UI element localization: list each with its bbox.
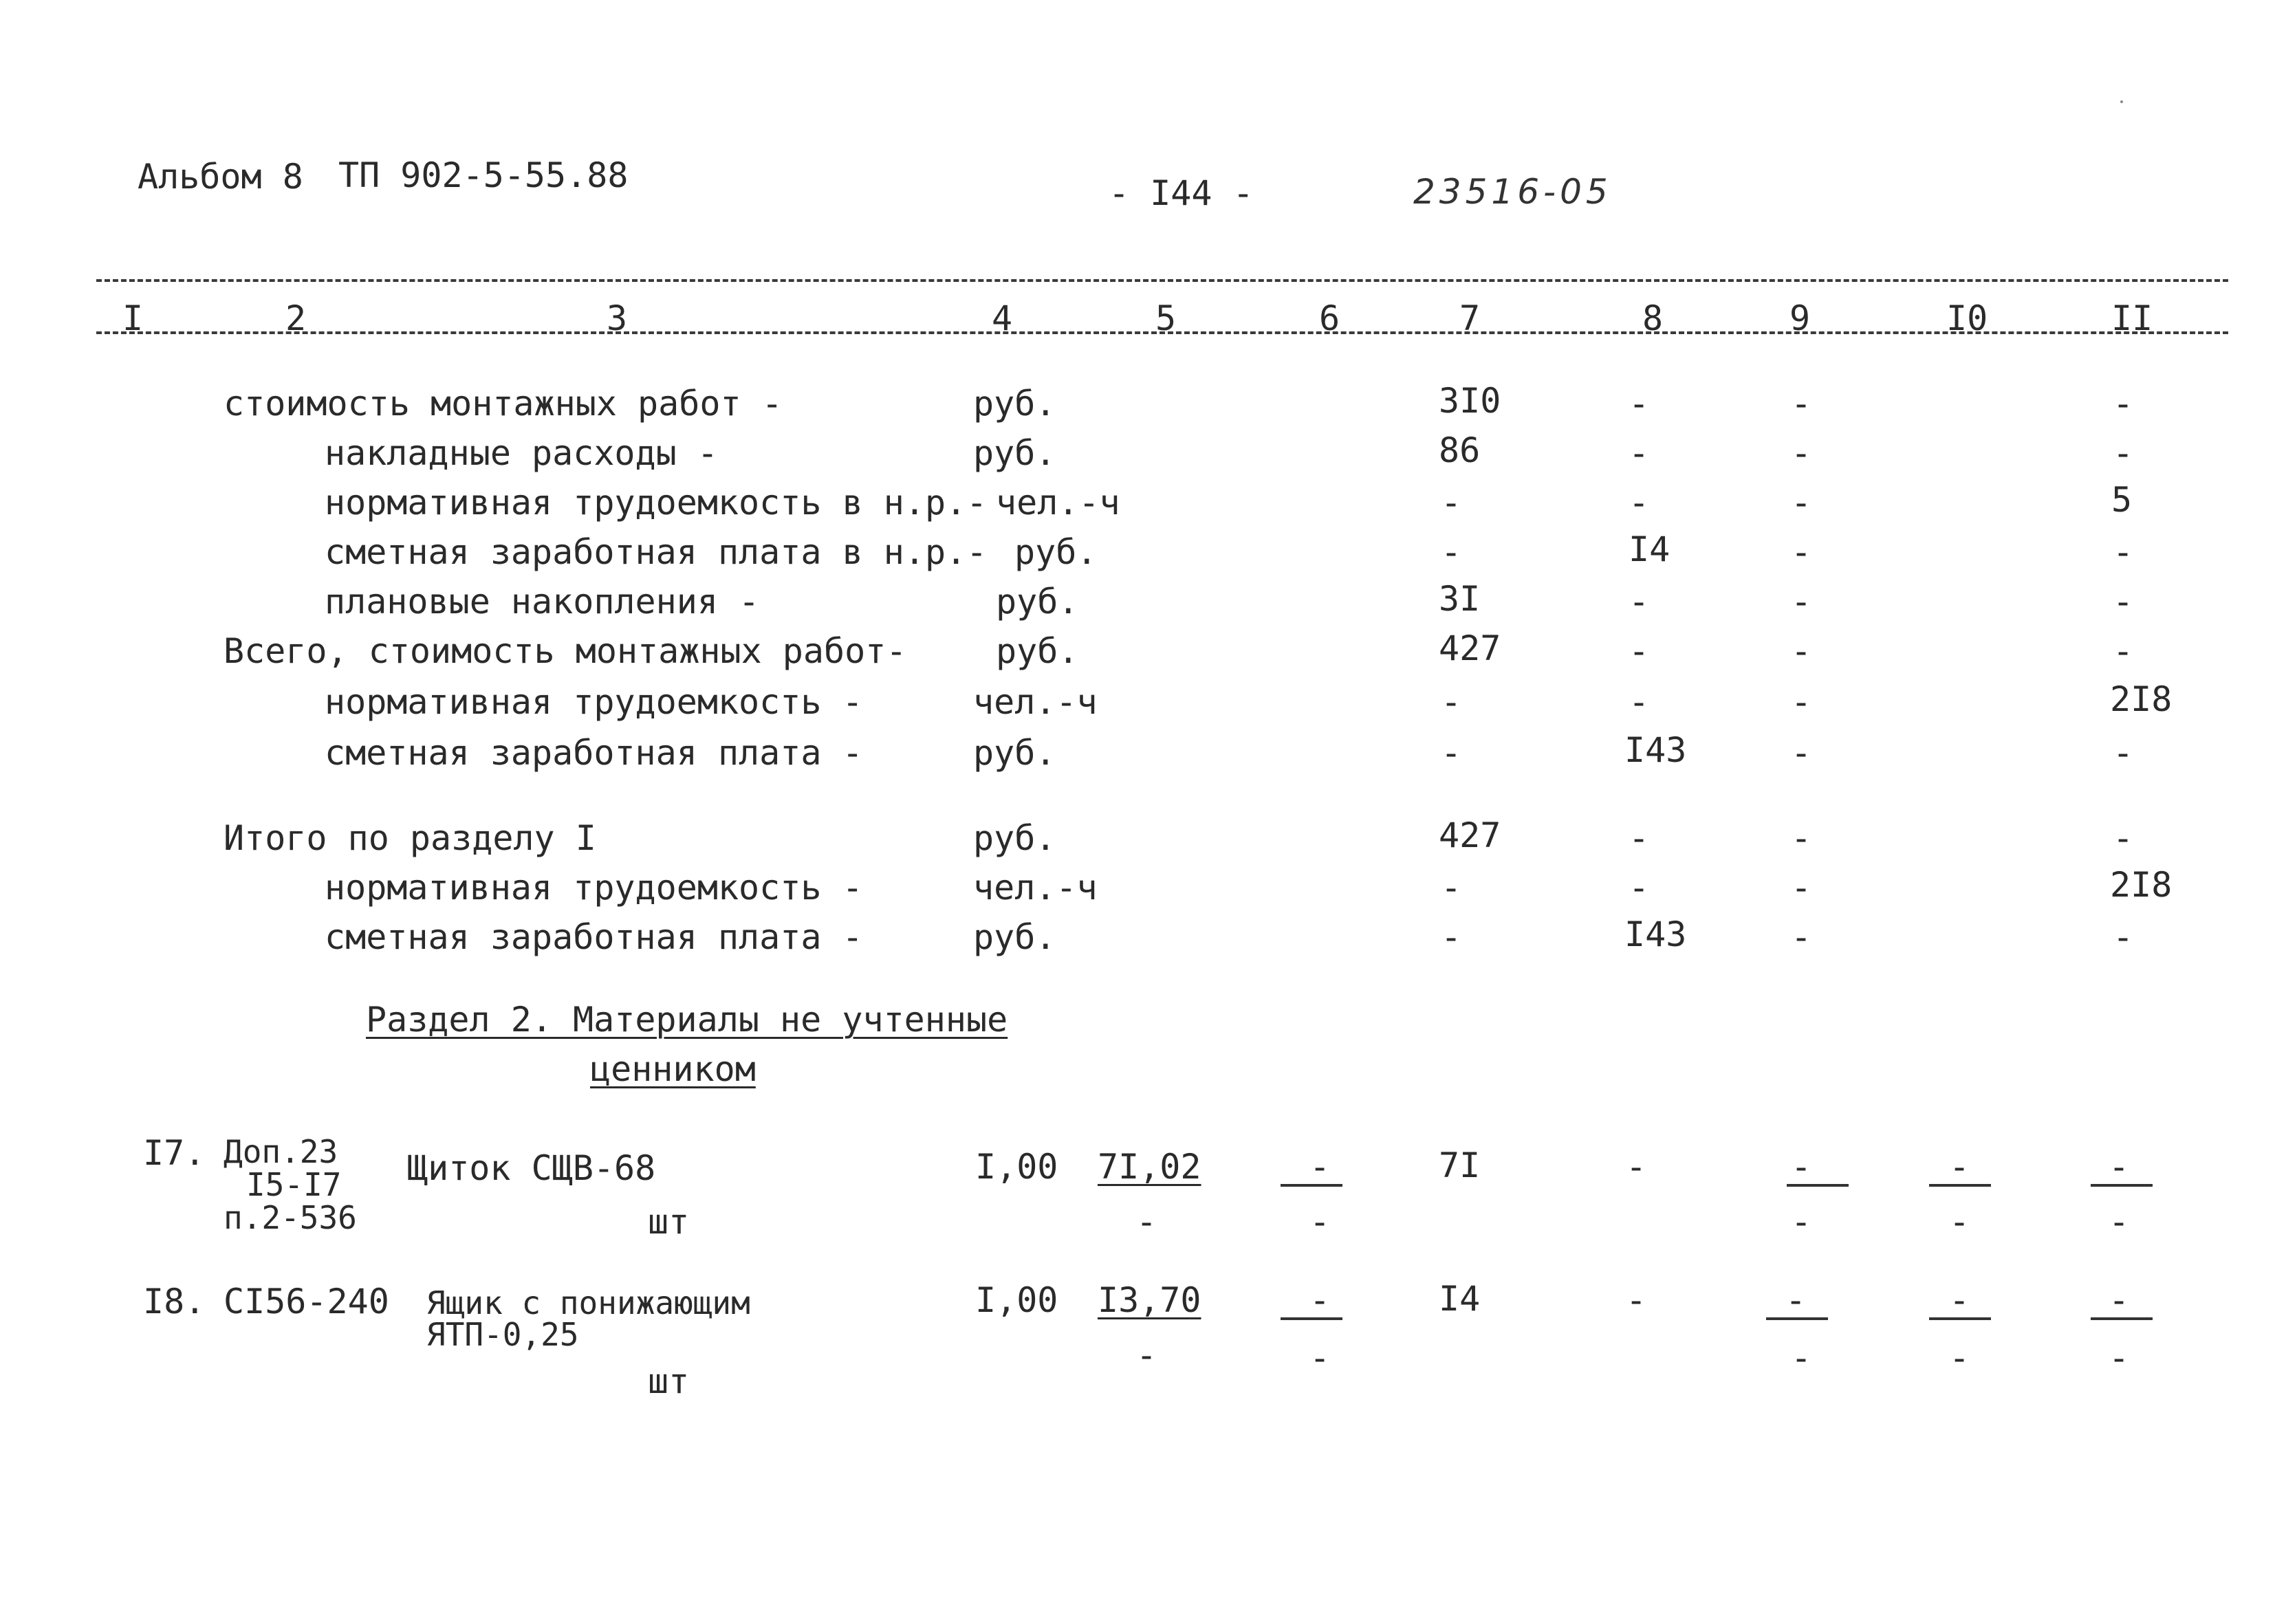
- fraction-bar: [1929, 1317, 1991, 1320]
- cell-col9: -: [1791, 868, 1812, 908]
- cell-col7: -: [1441, 733, 1462, 773]
- cell-col6: -: [1309, 1147, 1331, 1187]
- item-quantity: I,00: [975, 1280, 1058, 1320]
- column-header: 7: [1459, 298, 1481, 338]
- cell-col7: -: [1441, 682, 1462, 722]
- item-name: Щиток СЩВ-68: [407, 1148, 656, 1188]
- row-label: сметная заработная плата -: [325, 917, 863, 957]
- item-quantity: I,00: [975, 1147, 1058, 1187]
- item-reference: п.2-536: [224, 1199, 357, 1236]
- column-header: 9: [1789, 298, 1811, 338]
- cell-col11: 2I8: [2110, 865, 2173, 905]
- column-header: I0: [1946, 298, 1988, 338]
- column-header: 2: [285, 298, 307, 338]
- cell-col11: -: [2113, 818, 2134, 858]
- cell-col11: -: [2109, 1147, 2130, 1187]
- item-price: 7I,02: [1098, 1147, 1201, 1187]
- cell-col11: -: [2113, 384, 2134, 424]
- column-header: 6: [1319, 298, 1340, 338]
- cell-col9: -: [1791, 433, 1812, 473]
- item-price-sub: -: [1136, 1335, 1157, 1375]
- fraction-bar: [2091, 1184, 2153, 1187]
- cell-col10: -: [1949, 1280, 1970, 1320]
- cell-col7: -: [1441, 917, 1462, 957]
- row-unit: чел.-ч: [973, 868, 1098, 908]
- cell-col7: -: [1441, 483, 1462, 523]
- column-header: 5: [1155, 298, 1177, 338]
- row-label: сметная заработная плата -: [325, 733, 863, 773]
- row-label: нормативная трудоемкость -: [325, 682, 863, 722]
- item-price: I3,70: [1098, 1280, 1201, 1320]
- row-unit: руб.: [973, 433, 1056, 473]
- cell-col9: -: [1791, 582, 1812, 622]
- cell-col8: -: [1629, 433, 1650, 473]
- row-label: стоимость монтажных работ -: [224, 384, 783, 424]
- cell-col9: -: [1791, 682, 1812, 722]
- cell-col11: -: [2113, 433, 2134, 473]
- album-label: Альбом 8: [138, 157, 303, 197]
- cell-col9: -: [1785, 1280, 1807, 1320]
- fraction-bar: [1281, 1184, 1342, 1187]
- cell-col7: 86: [1439, 430, 1481, 470]
- cell-col8: -: [1629, 631, 1650, 671]
- cell-col8: -: [1629, 868, 1650, 908]
- row-label: нормативная трудоемкость в н.р.-: [325, 483, 988, 523]
- scan-speck: [2120, 100, 2123, 103]
- cell-col10: -: [1949, 1147, 1970, 1187]
- cell-col8: -: [1626, 1147, 1647, 1187]
- cell-col11: 2I8: [2110, 679, 2173, 719]
- row-label: нормативная трудоемкость -: [325, 868, 863, 908]
- row-unit: руб.: [1014, 532, 1098, 572]
- cell-col7: 7I: [1439, 1145, 1481, 1185]
- item-reference: I5-I7: [246, 1166, 342, 1203]
- cell-col11-sub: -: [2109, 1202, 2130, 1242]
- cell-col9: -: [1791, 917, 1812, 957]
- cell-col8: -: [1629, 818, 1650, 858]
- cell-col9: -: [1791, 818, 1812, 858]
- row-unit: чел.-ч: [996, 483, 1120, 523]
- cell-col11: -: [2113, 532, 2134, 572]
- cell-col9: -: [1791, 483, 1812, 523]
- row-unit: руб.: [973, 917, 1056, 957]
- table-top-rule: [96, 279, 2228, 282]
- cell-col11: -: [2109, 1280, 2130, 1320]
- cell-col11: -: [2113, 582, 2134, 622]
- cell-col7: 3I: [1439, 579, 1481, 619]
- row-label: Всего, стоимость монтажных работ-: [224, 631, 907, 671]
- cell-col9: -: [1791, 1147, 1812, 1187]
- cell-col9: -: [1791, 384, 1812, 424]
- row-label: плановые накопления -: [325, 582, 760, 622]
- cell-col8: I43: [1624, 914, 1687, 954]
- cell-col8: -: [1629, 384, 1650, 424]
- item-number: I7.: [143, 1133, 206, 1173]
- item-name: Ящик с понижающим: [426, 1284, 750, 1321]
- row-label: накладные расходы -: [325, 433, 718, 473]
- cell-col11-sub: -: [2109, 1338, 2130, 1378]
- column-header: 8: [1642, 298, 1664, 338]
- row-unit: руб.: [996, 582, 1079, 622]
- cell-col9-sub: -: [1791, 1338, 1812, 1378]
- fraction-bar: [2091, 1317, 2153, 1320]
- row-unit: руб.: [973, 818, 1056, 858]
- cell-col7: -: [1441, 532, 1462, 572]
- cell-col9: -: [1791, 532, 1812, 572]
- cell-col7: 427: [1439, 815, 1501, 855]
- column-header: 3: [607, 298, 628, 338]
- cell-col6: -: [1309, 1280, 1331, 1320]
- cell-col8: -: [1626, 1280, 1647, 1320]
- section-heading: Раздел 2. Материалы не учтенные: [366, 1000, 1008, 1040]
- cell-col11: -: [2113, 631, 2134, 671]
- cell-col7: 3I0: [1439, 381, 1501, 421]
- row-unit: чел.-ч: [973, 682, 1098, 722]
- item-unit: шт: [648, 1361, 690, 1401]
- item-price-sub: -: [1136, 1202, 1157, 1242]
- cell-col7: I4: [1439, 1279, 1481, 1319]
- cell-col11: 5: [2111, 480, 2133, 520]
- column-header: I: [122, 298, 144, 338]
- row-unit: руб.: [973, 384, 1056, 424]
- item-number: I8.: [143, 1282, 206, 1321]
- fraction-bar: [1766, 1317, 1828, 1320]
- item-unit: шт: [648, 1202, 690, 1242]
- item-reference: Доп.23: [224, 1133, 338, 1170]
- cell-col9: -: [1791, 631, 1812, 671]
- fraction-bar: [1787, 1184, 1849, 1187]
- cell-col6-sub: -: [1309, 1338, 1331, 1378]
- page-number: - I44 -: [1109, 173, 1254, 213]
- row-label: сметная заработная плата в н.р.-: [325, 532, 988, 572]
- fraction-bar: [1929, 1184, 1991, 1187]
- cell-col8: I43: [1624, 730, 1687, 770]
- cell-col10-sub: -: [1949, 1338, 1970, 1378]
- project-code: ТП 902-5-55.88: [338, 155, 629, 195]
- row-unit: руб.: [973, 733, 1056, 773]
- column-header: 4: [992, 298, 1013, 338]
- fraction-bar: [1281, 1317, 1342, 1320]
- column-header: II: [2111, 298, 2153, 338]
- cell-col11: -: [2113, 917, 2134, 957]
- cell-col8: -: [1629, 483, 1650, 523]
- row-unit: руб.: [996, 631, 1079, 671]
- item-name: ЯТП-0,25: [426, 1316, 579, 1353]
- cell-col8: -: [1629, 682, 1650, 722]
- row-label: Итого по разделу I: [224, 818, 596, 858]
- cell-col8: -: [1629, 582, 1650, 622]
- cell-col7: -: [1441, 868, 1462, 908]
- item-reference: СI56-240: [224, 1282, 389, 1321]
- section-heading-cont: ценником: [590, 1049, 756, 1089]
- cell-col11: -: [2113, 733, 2134, 773]
- document-code: 23516-05: [1413, 172, 1612, 212]
- cell-col9-sub: -: [1791, 1202, 1812, 1242]
- cell-col9: -: [1791, 733, 1812, 773]
- cell-col10-sub: -: [1949, 1202, 1970, 1242]
- cell-col6-sub: -: [1309, 1202, 1331, 1242]
- cell-col8: I4: [1629, 529, 1670, 569]
- cell-col7: 427: [1439, 628, 1501, 668]
